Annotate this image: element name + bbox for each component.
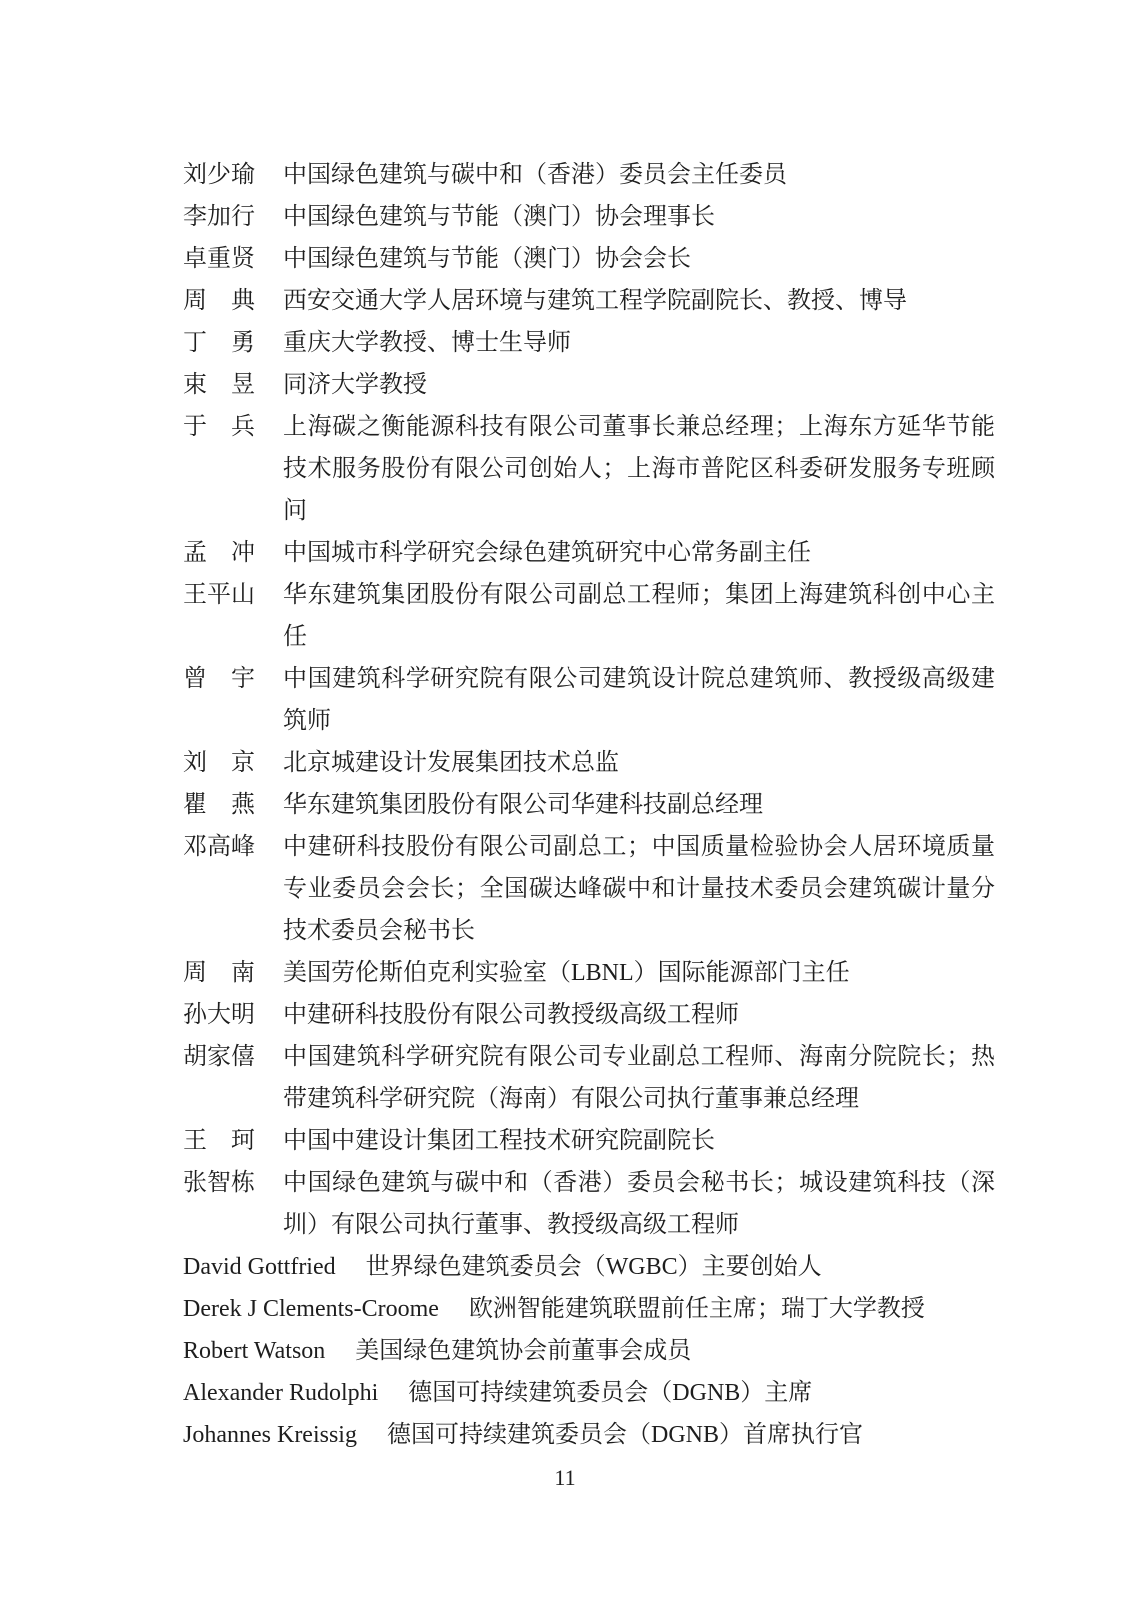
member-row [183,952,995,994]
member-row [183,1162,995,1246]
member-name: David Gottfried [183,1254,336,1280]
member-row [183,994,995,1036]
member-row [183,196,995,238]
member-title: 上海碳之衡能源科技有限公司董事长兼总经理；上海东方延华节能技术服务股份有限公司创始人；上海市普陀区科委研发服务专班顾问 [283,414,995,524]
member-name: 李加行 [183,204,255,230]
member-name: 王平山 [183,582,255,608]
member-title: 华东建筑集团股份有限公司华建科技副总经理 [283,792,763,818]
member-row [183,1036,995,1120]
member-title: 中国绿色建筑与碳中和（香港）委员会秘书长；城设建筑科技（深圳）有限公司执行董事、教授级高级工程师 [283,1170,995,1238]
member-row [183,1414,995,1456]
page-number: 11 [554,1465,576,1490]
member-title: 中建研科技股份有限公司教授级高级工程师 [283,1002,739,1028]
member-name: 卓重贤 [183,246,255,272]
member-name: 周 典 [183,288,255,314]
member-name: 邓高峰 [183,834,255,860]
member-title: 中国建筑科学研究院有限公司专业副总工程师、海南分院院长；热带建筑科学研究院（海南）有限公司执行董事兼总经理 [283,1044,995,1112]
member-name: 刘少瑜 [183,162,255,188]
member-title: 重庆大学教授、博士生导师 [283,330,571,356]
member-name: 丁 勇 [183,330,255,356]
member-name: Robert Watson [183,1338,326,1364]
member-name: 王 珂 [183,1128,255,1154]
member-row [183,406,995,532]
member-row [183,154,995,196]
member-row [183,826,995,952]
member-row [183,784,995,826]
member-title: 欧洲智能建筑联盟前任主席；瑞丁大学教授 [468,1296,925,1322]
member-row [183,322,995,364]
member-row [183,1330,995,1372]
member-name: 孙大明 [183,1002,255,1028]
member-name: 瞿 燕 [183,792,255,818]
member-list [183,154,995,1456]
member-row [183,1372,995,1414]
member-row [183,742,995,784]
member-row [183,658,995,742]
member-title: 西安交通大学人居环境与建筑工程学院副院长、教授、博导 [283,288,907,314]
member-row [183,532,995,574]
member-title: 美国绿色建筑协会前董事会成员 [355,1338,692,1364]
member-title: 中国城市科学研究会绿色建筑研究中心常务副主任 [283,540,811,566]
member-name: 周 南 [183,960,255,986]
member-title: 北京城建设计发展集团技术总监 [283,750,619,776]
member-row [183,1288,995,1330]
member-name: 于 兵 [183,414,255,440]
member-name: Alexander Rudolphi [183,1380,379,1406]
member-title: 中国绿色建筑与碳中和（香港）委员会主任委员 [283,162,787,188]
member-title: 华东建筑集团股份有限公司副总工程师；集团上海建筑科创中心主任 [283,582,995,650]
member-name: Johannes Kreissig [183,1422,357,1448]
member-title: 同济大学教授 [283,372,427,398]
member-name: 胡家僖 [183,1044,255,1070]
member-title: 世界绿色建筑委员会（WGBC）主要创始人 [365,1254,822,1280]
member-row [183,364,995,406]
member-name: 刘 京 [183,750,255,776]
member-title: 中建研科技股份有限公司副总工；中国质量检验协会人居环境质量专业委员会会长；全国碳达峰碳中和计量技术委员会建筑碳计量分技术委员会秘书长 [283,834,995,944]
member-row [183,1120,995,1162]
member-title: 中国绿色建筑与节能（澳门）协会理事长 [283,204,715,230]
member-title: 美国劳伦斯伯克利实验室（LBNL）国际能源部门主任 [283,960,850,986]
member-row [183,574,995,658]
member-row [183,238,995,280]
member-name: Derek J Clements-Croome [183,1296,439,1322]
member-name: 束 昱 [183,372,255,398]
member-title: 德国可持续建筑委员会（DGNB）首席执行官 [386,1422,863,1448]
member-name: 张智栋 [183,1170,255,1196]
member-title: 中国建筑科学研究院有限公司建筑设计院总建筑师、教授级高级建筑师 [283,666,995,734]
member-title: 中国绿色建筑与节能（澳门）协会会长 [283,246,691,272]
member-row [183,1246,995,1288]
member-row [183,280,995,322]
member-name: 曾 宇 [183,666,255,692]
member-title: 德国可持续建筑委员会（DGNB）主席 [408,1380,813,1406]
member-name: 孟 冲 [183,540,255,566]
member-title: 中国中建设计集团工程技术研究院副院长 [283,1128,715,1154]
page-footer [0,1463,1130,1493]
